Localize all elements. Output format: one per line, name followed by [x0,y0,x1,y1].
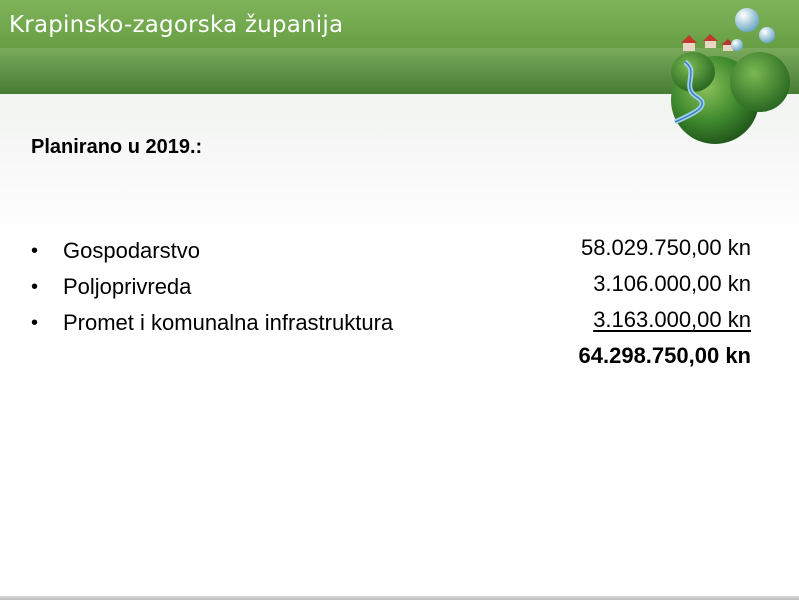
total-amount: 64.298.750,00 kn [578,343,751,368]
amounts-column [579,230,751,374]
item-label: Poljoprivreda [63,274,192,299]
list-item [31,269,393,305]
bullet: • [31,276,39,298]
item-label: Gospodarstvo [63,238,200,263]
list-item [31,233,393,269]
county-logo-icon [655,2,795,152]
item-amount: 3.106.000,00 kn [593,271,751,296]
bullet: • [31,312,39,334]
page-heading: Planirano u 2019.: [31,136,203,158]
item-amount: 58.029.750,00 kn [580,235,751,260]
expense-list [31,233,393,341]
footer-divider [0,596,799,600]
bullet: • [31,240,39,262]
header-title: Krapinsko-zagorska županija [9,12,344,38]
item-amount: 3.163.000,00 kn [593,307,751,332]
item-label: Promet i komunalna infrastruktura [63,310,394,335]
list-item [31,305,393,341]
